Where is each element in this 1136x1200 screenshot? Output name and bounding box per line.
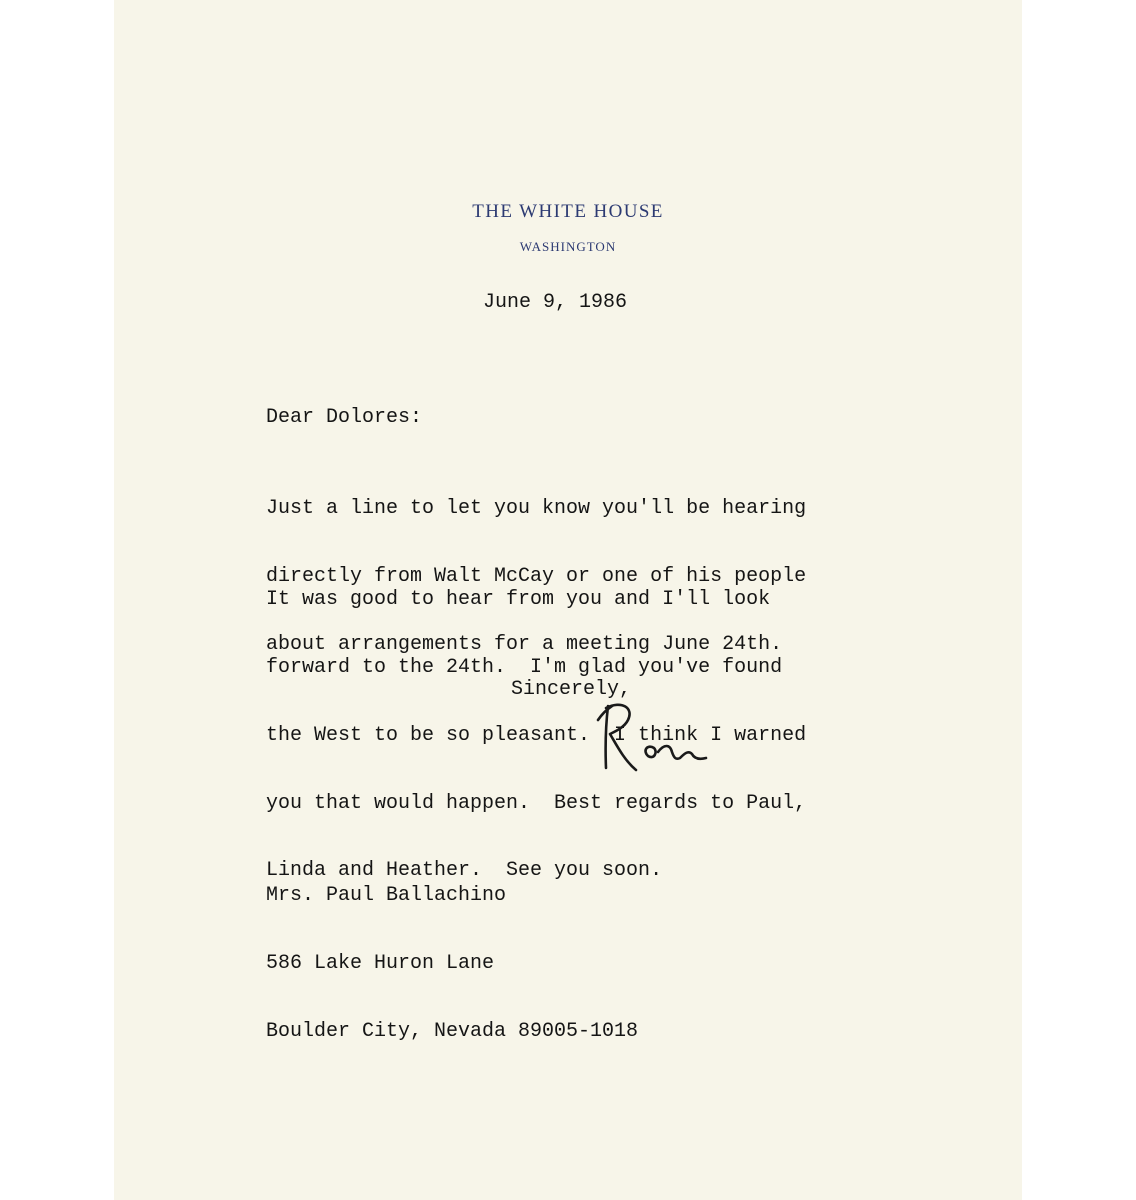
paragraph-line: you that would happen. Best regards to Paul, (266, 791, 807, 815)
handwritten-signature (592, 698, 732, 778)
letterhead-title: THE WHITE HOUSE (472, 201, 664, 222)
paragraph-line: It was good to hear from you and I'll look (266, 588, 771, 612)
recipient-street: 586 Lake Huron Lane (266, 951, 495, 975)
recipient-name: Mrs. Paul Ballachino (266, 884, 507, 908)
paragraph-line: the West to be so pleasant. I think I warned (266, 723, 807, 747)
paragraph-line: about arrangements for a meeting June 24th. (266, 632, 783, 656)
recipient-address (266, 840, 638, 1066)
paragraph-line: Linda and Heather. See you soon. (266, 859, 663, 883)
salutation: Dear Dolores: (266, 406, 423, 429)
paragraph-line: directly from Walt McCay or one of his people (266, 564, 807, 588)
closing: Sincerely, (511, 678, 632, 701)
paragraph-line: forward to the 24th. I'm glad you've found (266, 655, 783, 679)
letterhead-city: WASHINGTON (519, 239, 617, 254)
paragraph-line: Just a line to let you know you'll be hearing (266, 497, 807, 521)
letter-date: June 9, 1986 (483, 291, 628, 314)
recipient-city-line: Boulder City, Nevada 89005-1018 (266, 1019, 639, 1043)
